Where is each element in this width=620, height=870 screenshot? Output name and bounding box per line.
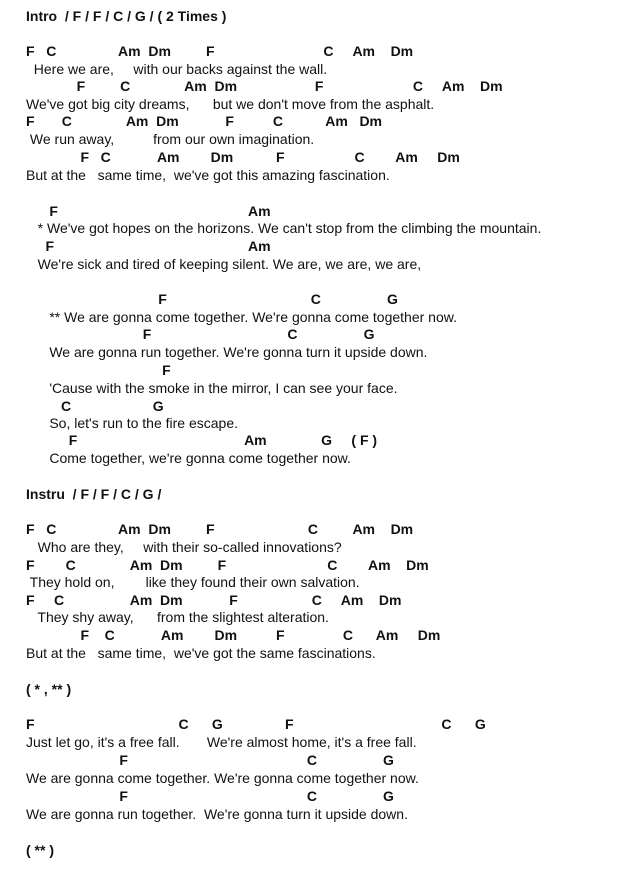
section-header: ( ** ): [26, 842, 54, 858]
chord-line: F: [26, 362, 171, 378]
section-header: ( * , ** ): [26, 681, 72, 697]
chord-line: F C G: [26, 788, 394, 804]
chord-line: F Am: [26, 238, 271, 254]
chord-line: F C Am Dm F C Am Dm: [26, 149, 460, 165]
lyric-line: But at the same time, we've got this amazing fascination.: [26, 167, 390, 183]
lyric-line: We are gonna come together. We're gonna come together now.: [26, 770, 419, 786]
chord-line: F C G F C G: [26, 716, 486, 732]
lyric-line: They shy away, from the slightest alteration.: [26, 609, 329, 625]
chord-line: F C G: [26, 752, 394, 768]
lyric-line: They hold on, like they found their own salvation.: [26, 574, 360, 590]
section-header: Intro / F / F / C / G / ( 2 Times ): [26, 8, 227, 24]
chord-line: F C G: [26, 291, 398, 307]
chord-line: F C Am Dm F C Am Dm: [26, 627, 441, 643]
lyric-line: We are gonna run together. We're gonna turn it upside down.: [26, 344, 428, 360]
lyric-line: But at the same time, we've got the same fascinations.: [26, 645, 376, 661]
chord-line: F C Am Dm F C Am Dm: [26, 557, 429, 573]
lyric-line: ** We are gonna come together. We're gonna come together now.: [26, 309, 457, 325]
lyric-line: Just let go, it's a free fall. We're almost home, it's a free fall.: [26, 734, 417, 750]
chord-line: C G: [26, 398, 164, 414]
lyric-line: Come together, we're gonna come together now.: [26, 450, 351, 466]
lyric-line: * We've got hopes on the horizons. We can't stop from the climbing the mountain.: [26, 220, 542, 236]
lyric-line: We've got big city dreams, but we don't move from the asphalt.: [26, 96, 435, 112]
lyric-line: 'Cause with the smoke in the mirror, I can see your face.: [26, 380, 398, 396]
lyric-line: So, let's run to the fire escape.: [26, 415, 239, 431]
lyric-line: Who are they, with their so-called innovations?: [26, 539, 342, 555]
lyric-line: We run away, from our own imagination.: [26, 131, 315, 147]
chord-line: F C Am Dm F C Am Dm: [26, 521, 414, 537]
section-header: Instru / F / F / C / G /: [26, 486, 162, 502]
chord-line: F Am: [26, 203, 271, 219]
chord-line: F C G: [26, 326, 375, 342]
chord-line: F C Am Dm F C Am Dm: [26, 43, 414, 59]
chord-line: F C Am Dm F C Am Dm: [26, 113, 383, 129]
lyric-line: Here we are, with our backs against the wall.: [26, 61, 328, 77]
chord-line: F Am G ( F ): [26, 432, 378, 448]
lyric-line: We're sick and tired of keeping silent. We are, we are, we are,: [26, 256, 422, 272]
chord-line: F C Am Dm F C Am Dm: [26, 78, 503, 94]
chord-line: F C Am Dm F C Am Dm: [26, 592, 402, 608]
lyric-line: We are gonna run together. We're gonna turn it upside down.: [26, 806, 408, 822]
